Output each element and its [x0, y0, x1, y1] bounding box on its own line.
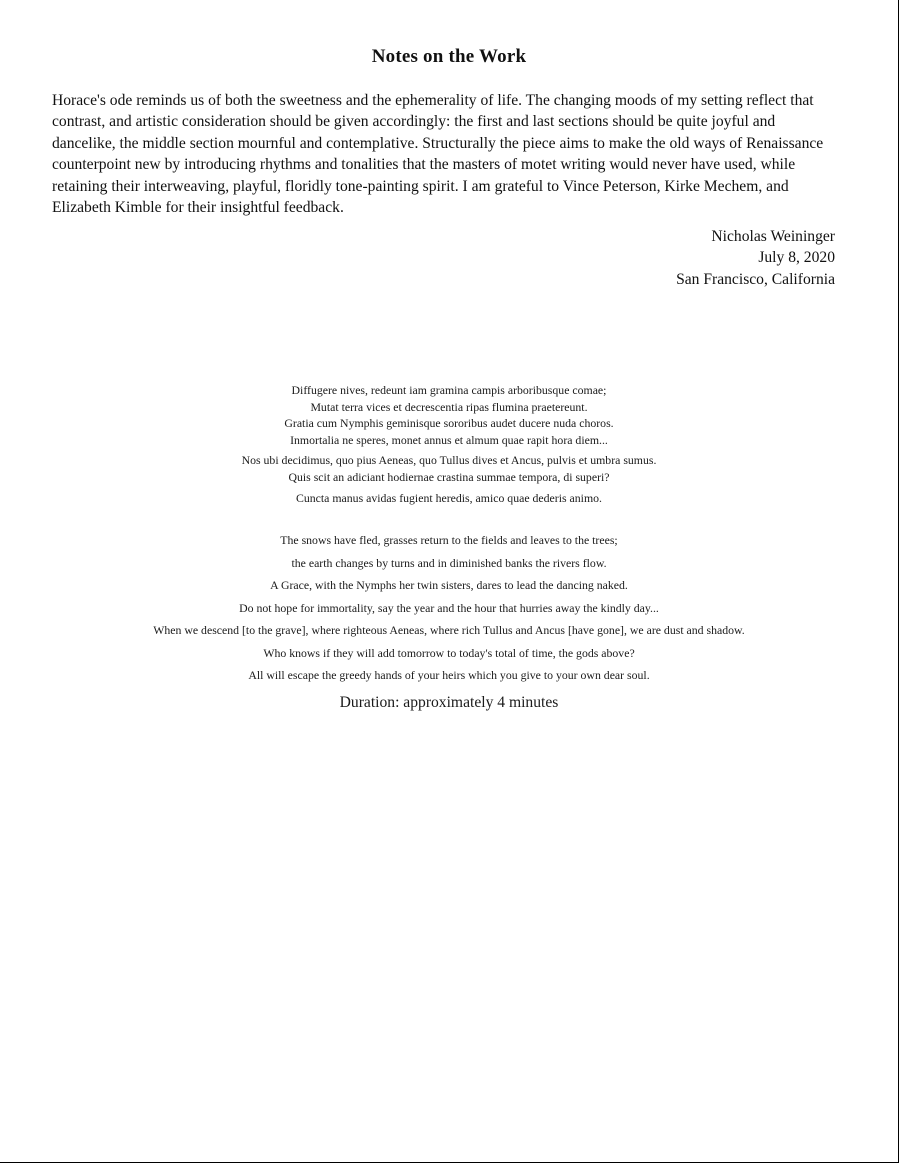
translation-line: Who knows if they will add tomorrow to today's total of time, the gods above? [263, 645, 635, 660]
page-title: Notes on the Work [371, 46, 527, 67]
latin-line: Gratia cum Nymphis geminisque sororibus audet ducere nuda choros. [284, 416, 614, 431]
translation-line: A Grace, with the Nymphs her twin sisters, dares to lead the dancing naked. [270, 578, 628, 592]
latin-line: Mutat terra vices et decrescentia ripas flumina praetereunt. [310, 399, 588, 414]
translation-line: the earth changes by turns and in diminished banks the rivers flow. [291, 555, 607, 570]
latin-text [0, 382, 898, 510]
author-name: Nicholas Weininger [711, 228, 835, 245]
translation-line: The snows have fled, grasses return to the fields and leaves to the trees; [280, 533, 618, 547]
latin-stanza [0, 452, 898, 485]
notes-paragraph: Horace's ode reminds us of both the sweetness and the ephemerality of life. The changing moods of my setting reflect that contrast, and artistic consideration should be given accordingly: the first and last sections should be quite joyful and dancelike, the middle section mournful and contemplative. Structurally the piece aims to make the old ways of Renaissance counterpoint new by introducing rhythms and tonalities that the masters of motet writing would never have used, while retaining their interweaving, playful, floridly tone-painting spirit. I am grateful to Vince Peterson, Kirke Mechem, and Elizabeth Kimble for their insightful feedback. [52, 92, 824, 217]
latin-stanza [0, 382, 898, 448]
signature-place: San Francisco, California [676, 270, 835, 288]
english-translation [0, 529, 898, 687]
latin-line: Diffugere nives, redeunt iam gramina campis arboribusque comae; [291, 383, 607, 397]
latin-line: Nos ubi decidimus, quo pius Aeneas, quo Tullus dives et Ancus, pulvis et umbra sumus. [241, 453, 657, 468]
translation-line: Do not hope for immortality, say the year and the hour that hurries away the kindly day... [239, 600, 659, 615]
latin-line: Inmortalia ne speres, monet annus et almum quae rapit hora diem... [290, 432, 608, 447]
latin-stanza [0, 490, 898, 507]
signature-date: July 8, 2020 [758, 249, 835, 267]
translation-line: When we descend [to the grave], where righteous Aeneas, where rich Tullus and Ancus [have gone], we are dust and shadow. [153, 623, 745, 637]
signature-block [676, 226, 835, 290]
translation-line: All will escape the greedy hands of your heirs which you give to your own dear soul. [248, 668, 650, 682]
duration-note: Duration: approximately 4 minutes [339, 694, 559, 711]
latin-line: Cuncta manus avidas fugient heredis, amico quae dederis animo. [296, 490, 602, 505]
latin-line: Quis scit an adiciant hodiernae crastina summae tempora, di superi? [288, 469, 610, 484]
